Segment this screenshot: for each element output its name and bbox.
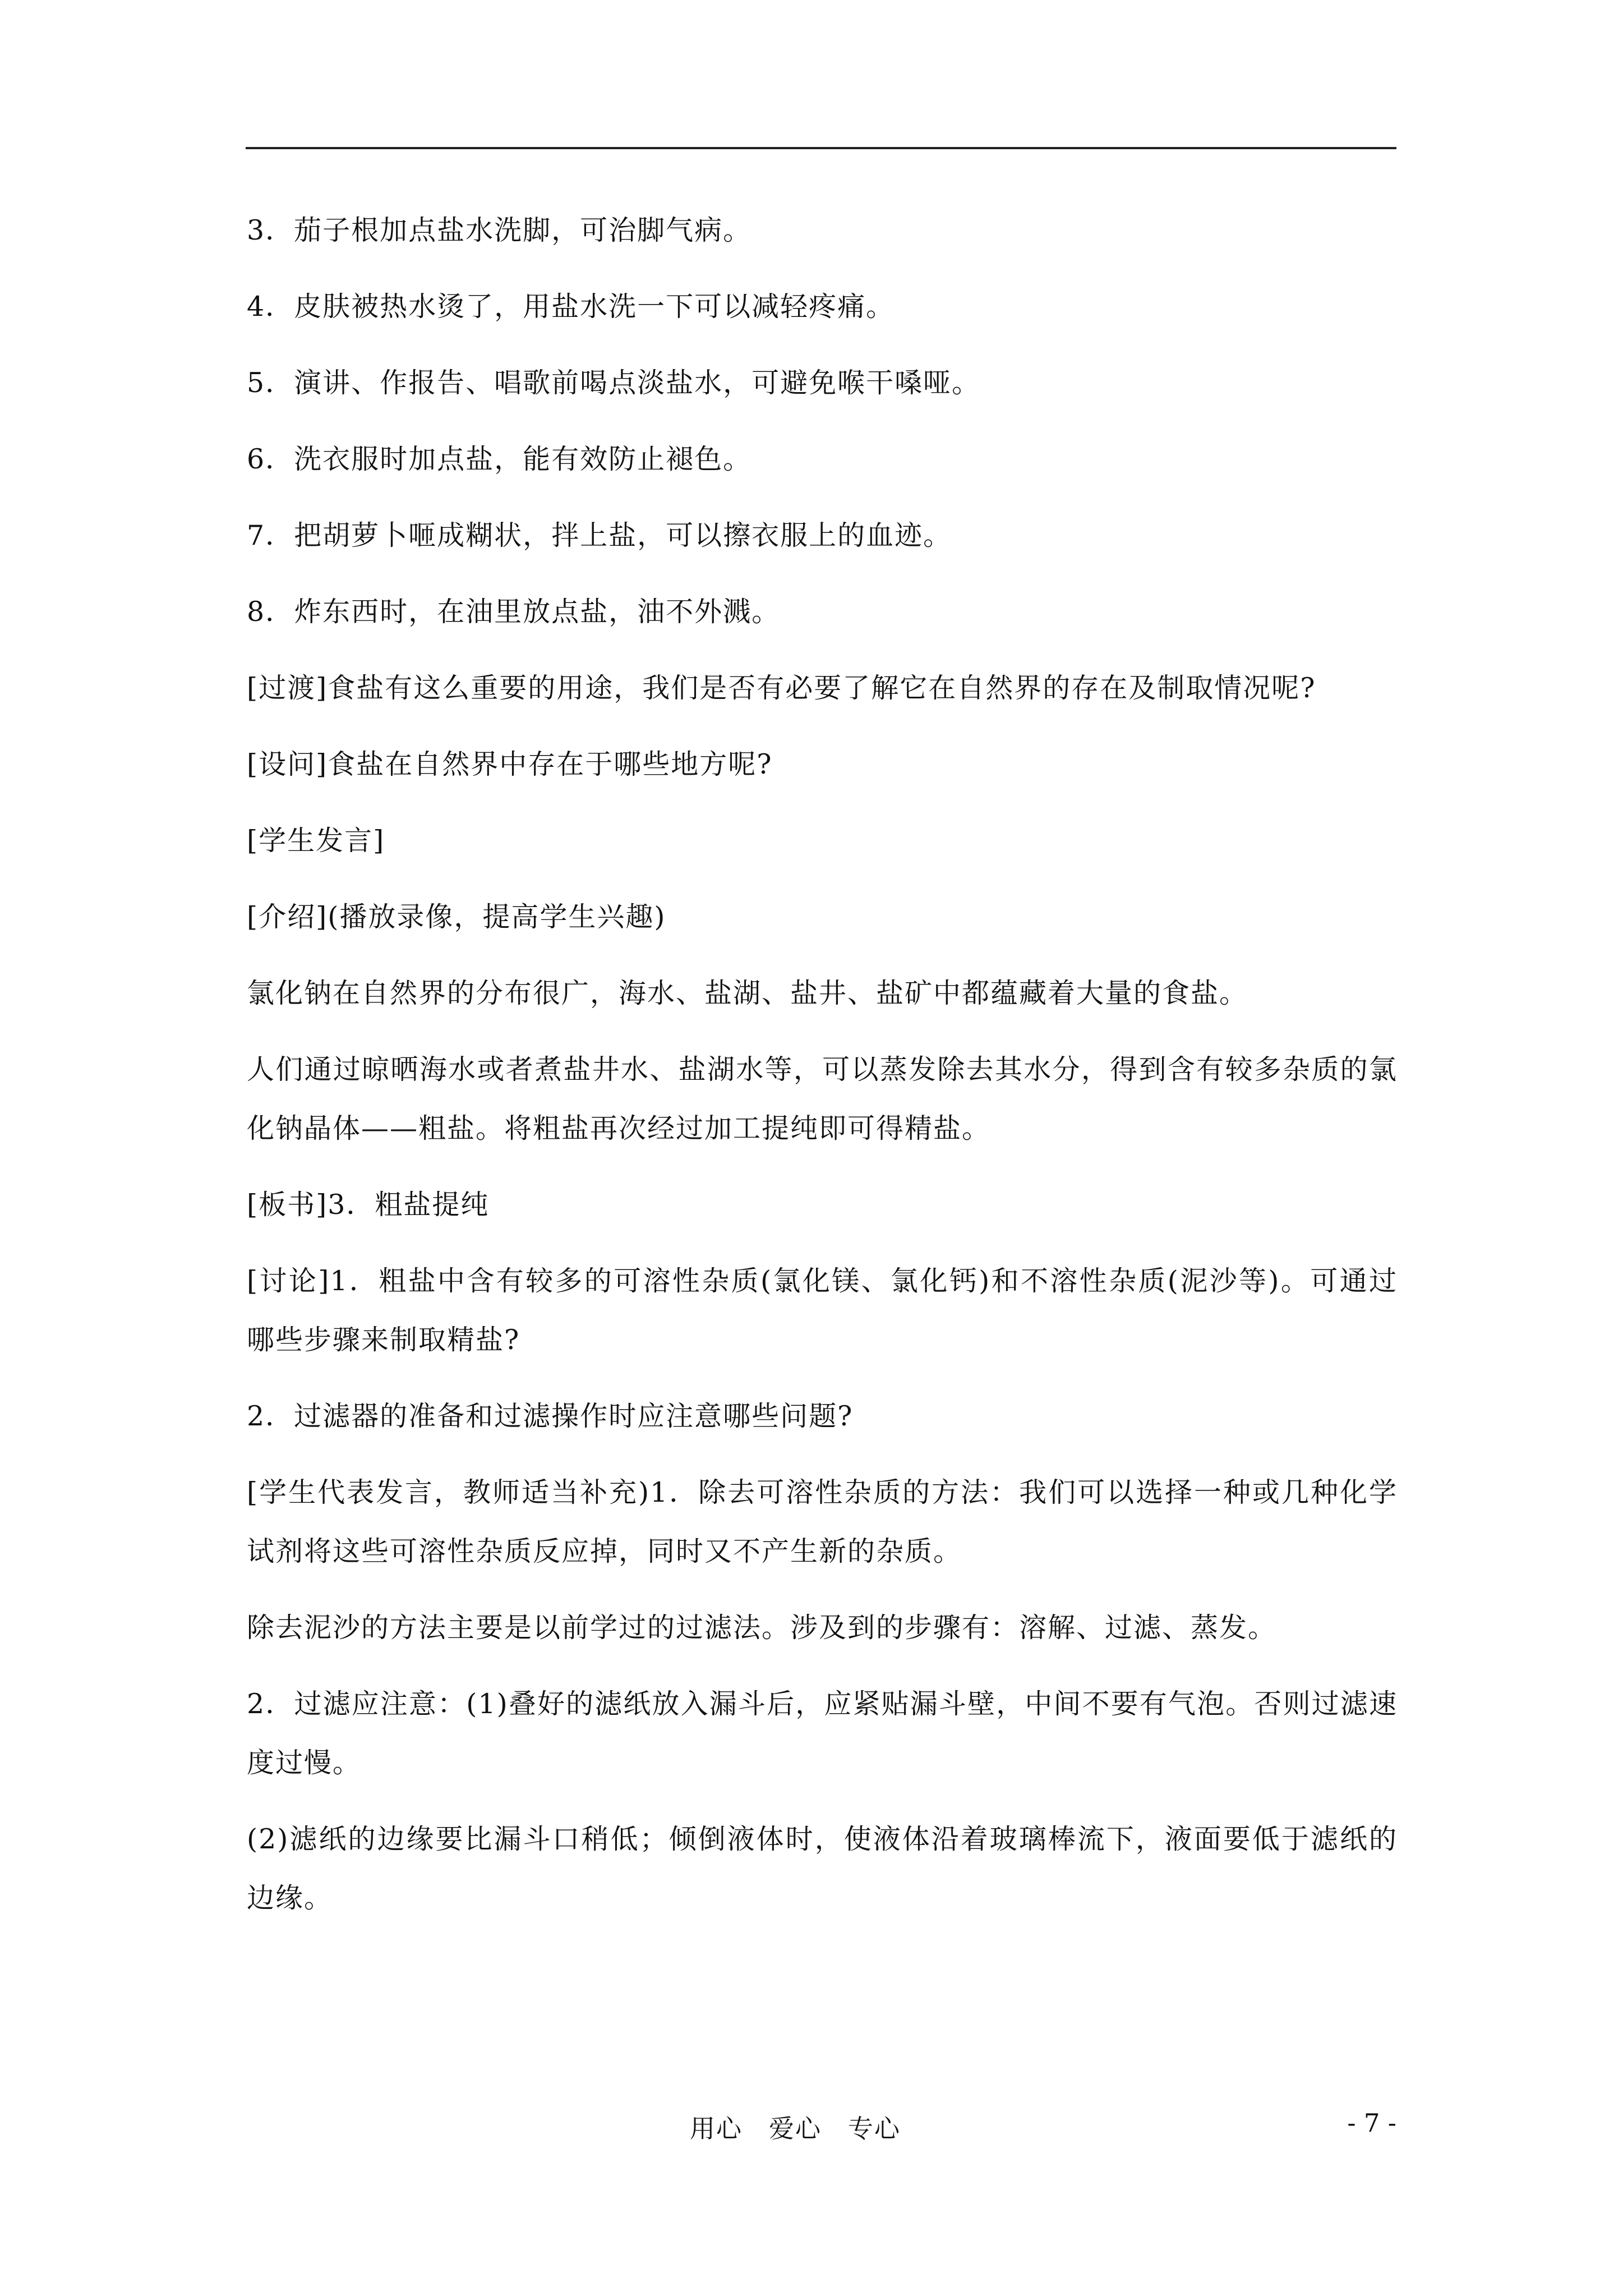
- board-heading: [板书]3．粗盐提纯: [247, 1189, 490, 1221]
- paragraph: 3．茄子根加点盐水洗脚，可治脚气病。: [247, 214, 752, 246]
- paragraph: 4．皮肤被热水烫了，用盐水洗一下可以减轻疼痛。: [247, 291, 895, 323]
- paragraph: [过渡]食盐有这么重要的用途，我们是否有必要了解它在自然界的存在及制取情况呢?: [247, 672, 1316, 704]
- paragraph: 2．过滤器的准备和过滤操作时应注意哪些问题?: [247, 1400, 854, 1432]
- paragraph: 5．演讲、作报告、唱歌前喝点淡盐水，可避免喉干嗓哑。: [247, 367, 981, 399]
- header-rule: [246, 147, 1396, 149]
- paragraph: 6．洗衣服时加点盐，能有效防止褪色。: [247, 443, 752, 475]
- paragraph: [学生发言]: [247, 825, 385, 857]
- paragraph: 除去泥沙的方法主要是以前学过的过滤法。涉及到的步骤有：溶解、过滤、蒸发。: [247, 1612, 1277, 1644]
- paragraph-line: 边缘。: [247, 1882, 333, 1914]
- paragraph-line: 2．过滤应注意：(1)叠好的滤纸放入漏斗后，应紧贴漏斗壁，中间不要有气泡。否则过滤速: [247, 1688, 1398, 1720]
- paragraph-line: 度过慢。: [247, 1747, 362, 1779]
- paragraph: 7．把胡萝卜咂成糊状，拌上盐，可以擦衣服上的血迹。: [247, 519, 952, 551]
- paragraph: [247, 1687, 1398, 1780]
- paragraph-line: 人们通过晾晒海水或者煮盐井水、盐湖水等，可以蒸发除去其水分，得到含有较多杂质的氯: [247, 1053, 1398, 1085]
- paragraph-line: (2)滤纸的边缘要比漏斗口稍低；倾倒液体时，使液体沿着玻璃棒流下，液面要低于滤纸的: [247, 1823, 1398, 1855]
- paragraph-line: 哪些步骤来制取精盐?: [247, 1324, 520, 1356]
- paragraph: 8．炸东西时，在油里放点盐，油不外溅。: [247, 596, 781, 628]
- paragraph: [247, 1823, 1398, 1915]
- paragraph-line: [讨论]1．粗盐中含有较多的可溶性杂质(氯化镁、氯化钙)和不溶性杂质(泥沙等)。可通过: [247, 1265, 1398, 1297]
- paragraph: [247, 1476, 1398, 1568]
- paragraph: [介绍](播放录像，提高学生兴趣): [247, 901, 666, 933]
- paragraph: [设问]食盐在自然界中存在于哪些地方呢?: [247, 748, 773, 780]
- page-number: - 7 -: [1347, 2108, 1396, 2138]
- paragraph: 氯化钠在自然界的分布很广，海水、盐湖、盐井、盐矿中都蕴藏着大量的食盐。: [247, 977, 1248, 1009]
- paragraph-line: [学生代表发言，教师适当补充)1．除去可溶性杂质的方法：我们可以选择一种或几种化学: [247, 1476, 1398, 1508]
- paragraph: [247, 1264, 1398, 1357]
- paragraph-line: 试剂将这些可溶性杂质反应掉，同时又不产生新的杂质。: [247, 1535, 962, 1567]
- paragraph-line: 化钠晶体——粗盐。将粗盐再次经过加工提纯即可得精盐。: [247, 1112, 991, 1144]
- paragraph: [247, 1053, 1398, 1145]
- footer-motto: 用心 爱心 专心: [690, 2114, 901, 2143]
